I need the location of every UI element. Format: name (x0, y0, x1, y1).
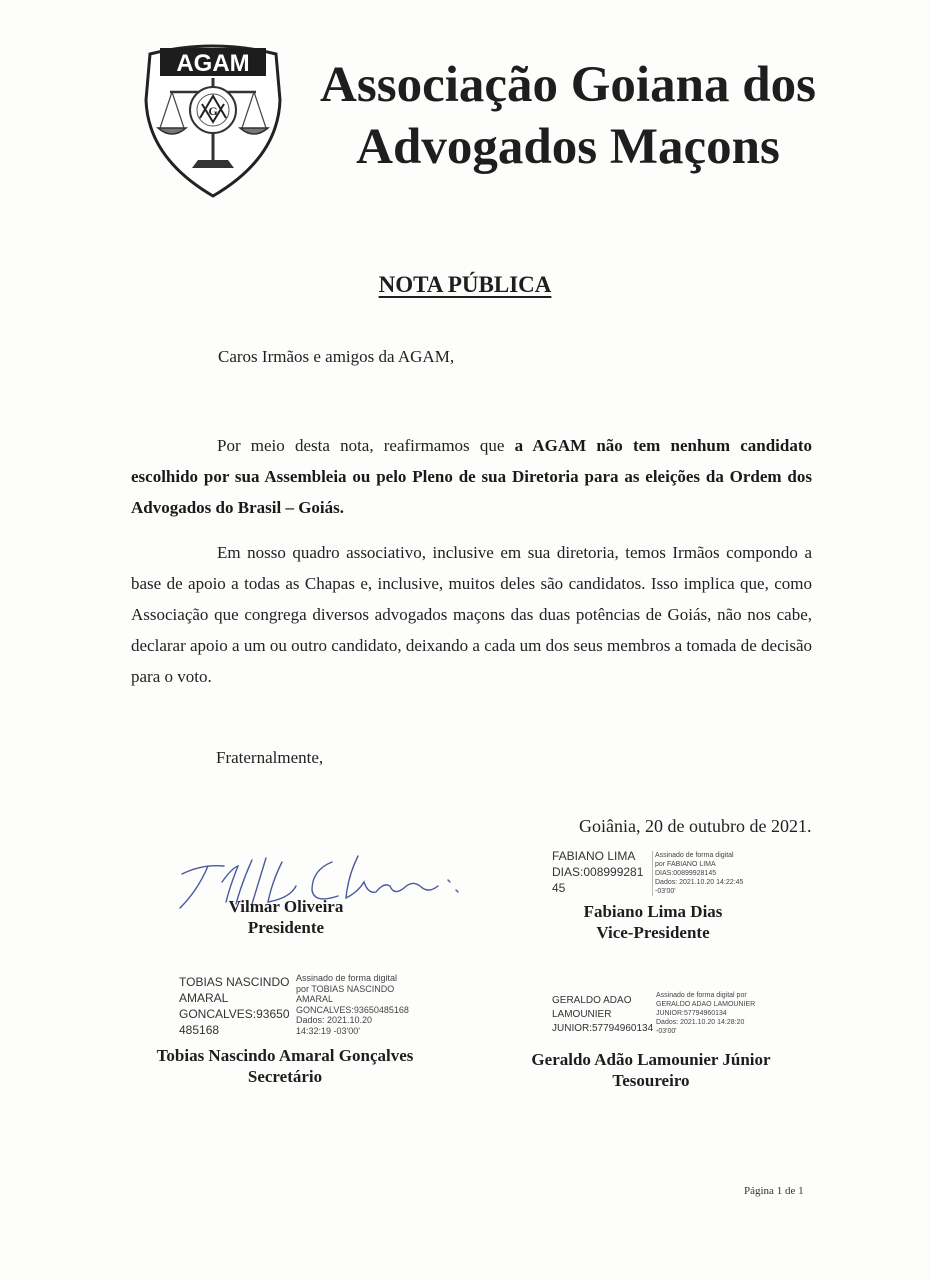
treasurer-detail-4: Dados: 2021.10.20 14:28:20 (656, 1019, 745, 1026)
treasurer-detail-2: GERALDO ADAO LAMOUNIER (656, 1001, 756, 1008)
paragraph-1-text: Por meio desta nota, reafirmamos que (217, 436, 515, 455)
treasurer-digital-signature-id (552, 994, 653, 1036)
vice-detail-4: Dados: 2021.10.20 14:22:45 (655, 879, 744, 886)
treasurer-detail-1: Assinado de forma digital por (656, 992, 747, 999)
document-title: NOTA PÚBLICA (378, 272, 552, 297)
vice-digital-line2: DIAS:008999281 (552, 865, 644, 879)
paragraph-2 (131, 537, 812, 692)
secretary-role: Secretário (247, 1067, 323, 1086)
vice-detail-3: DIAS:00899928145 (655, 870, 717, 877)
vice-detail-5: -03'00' (655, 888, 676, 895)
vice-digital-line1: FABIANO LIMA (552, 849, 636, 863)
treasurer-detail-3: JUNIOR:57794960134 (656, 1010, 727, 1017)
vice-signature-block (548, 901, 758, 943)
secretary-signature-block (130, 1045, 440, 1087)
president-signature-block (196, 896, 376, 938)
secretary-digital-signature-details (296, 973, 409, 1036)
vice-detail-1: Assinado de forma digital (655, 852, 734, 859)
secretary-digital-line3: GONCALVES:93650 (179, 1007, 290, 1021)
org-name-line1: Associação Goiana dos (320, 57, 816, 113)
vice-digital-signature-id (552, 848, 643, 896)
secretary-detail-4: GONCALVES:93650485168 (296, 1004, 409, 1015)
secretary-digital-line4: 485168 (179, 1023, 220, 1037)
secretary-detail-2: por TOBIAS NASCINDO (296, 983, 395, 994)
logo-text: AGAM (176, 50, 250, 77)
vice-detail-2: por FABIANO LIMA (655, 861, 716, 868)
org-name-line2: Advogados Maçons (356, 119, 780, 175)
treasurer-detail-5: -03'00' (656, 1028, 677, 1035)
treasurer-digital-signature-details (656, 991, 755, 1036)
secretary-digital-line2: AMARAL (179, 991, 229, 1005)
page-number: Página 1 de 1 (744, 1185, 804, 1197)
organization-name (288, 54, 848, 178)
treasurer-name: Geraldo Adão Lamounier Júnior (531, 1050, 771, 1069)
secretary-digital-line1: TOBIAS NASCINDO (179, 975, 290, 989)
date-line: Goiânia, 20 de outubro de 2021. (579, 816, 812, 836)
svg-text:G: G (208, 104, 218, 118)
secretary-detail-6: 14:32:19 -03'00' (296, 1025, 360, 1036)
secretary-detail-5: Dados: 2021.10.20 (296, 1015, 373, 1025)
vice-digital-signature-details (652, 851, 743, 896)
vice-role: Vice-Presidente (596, 923, 710, 942)
closing: Fraternalmente, (216, 748, 324, 767)
secretary-detail-3: AMARAL (296, 994, 334, 1004)
president-name: Vilmar Oliveira (228, 897, 344, 916)
paragraph-1-bold: a AGAM não tem nenhum candidato escolhido por sua Assembleia ou pelo Pleno de sua Diretoria para as eleições da Ordem dos Advogados do Brasil – Goiás. (131, 436, 812, 517)
secretary-digital-signature-id (179, 974, 290, 1038)
president-role: Presidente (247, 918, 325, 937)
agam-logo-seal (142, 40, 284, 200)
vice-digital-line3: 45 (552, 881, 566, 895)
vice-name: Fabiano Lima Dias (583, 902, 723, 921)
treasurer-role: Tesoureiro (612, 1071, 690, 1090)
salutation: Caros Irmãos e amigos da AGAM, (218, 347, 455, 366)
treasurer-digital-line1: GERALDO ADAO (552, 995, 632, 1006)
treasurer-digital-line3: JUNIOR:57794960134 (552, 1023, 654, 1034)
secretary-detail-1: Assinado de forma digital (296, 973, 398, 983)
secretary-name: Tobias Nascindo Amaral Gonçalves (156, 1046, 414, 1065)
treasurer-signature-block (516, 1049, 786, 1091)
paragraph-1 (131, 430, 812, 523)
treasurer-digital-line2: LAMOUNIER (552, 1009, 612, 1020)
paragraph-2-text: Em nosso quadro associativo, inclusive em sua diretoria, temos Irmãos compondo a base de apoio a todas as Chapas e, inclusive, muitos deles são candidatos. Isso implica que, como Associação que congrega diversos advogados maçons das duas potências de Goiás, não nos cabe, declarar apoio a um ou outro candidato, deixando a cada um dos seus membros a tomada de decisão para o voto. (131, 543, 812, 686)
